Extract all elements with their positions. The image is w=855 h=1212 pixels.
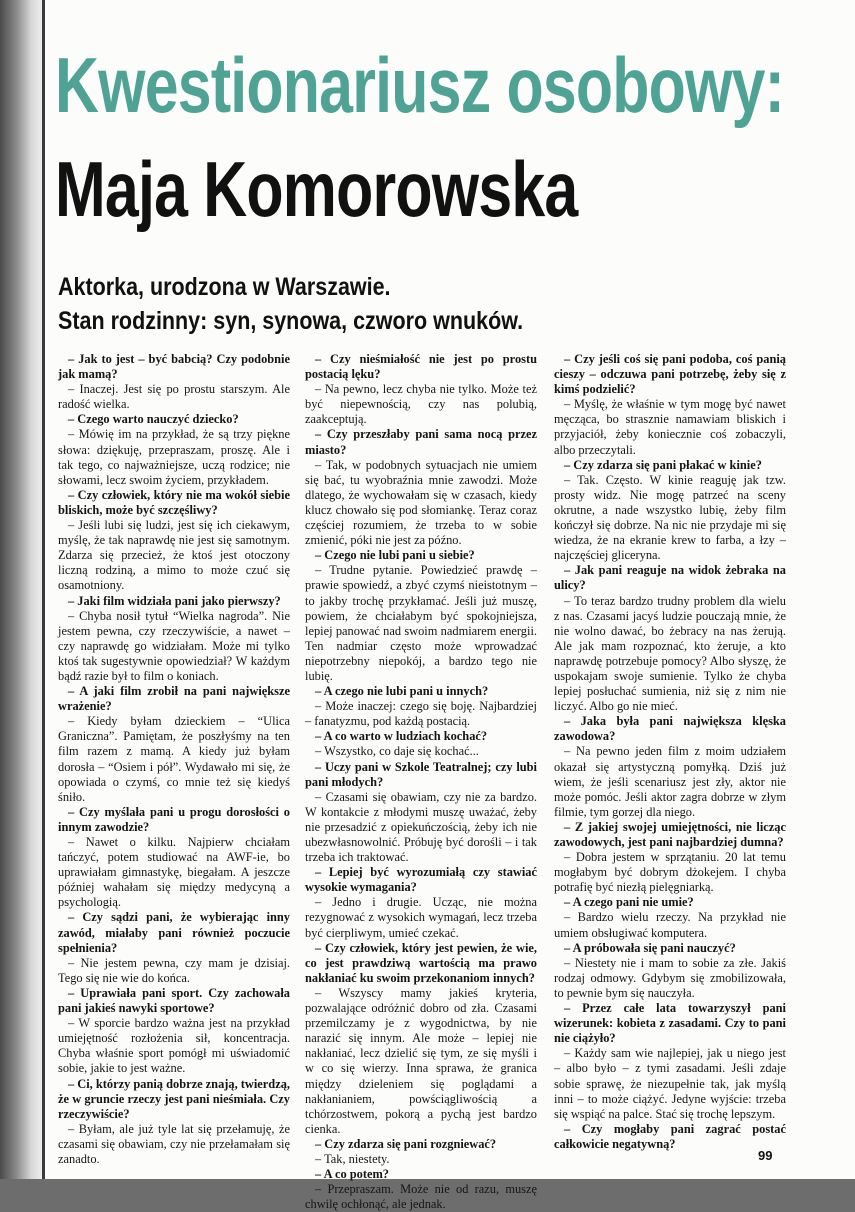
interview-answer: – Na pewno jeden film z moim udziałem okazał się artystyczną pomyłką. Dziś już wiem, że jeśli scenariusz jest zły, aktor nie może pomóc. Jeśli aktor zagra dobrze w złym filmie, tym gorzej dla niego. (554, 744, 786, 819)
interview-answer: – Na pewno, lecz chyba nie tylko. Może też być niepewnością, czy nas polubią, zaakceptują. (305, 382, 537, 427)
interview-answer: – Bardzo wielu rzeczy. Na przykład nie umiem obsługiwać komputera. (554, 910, 786, 940)
interview-question: – Czy jeśli coś się pani podoba, coś panią cieszy – odczuwa pani potrzebę, żeby się z kimś podzielić? (554, 352, 786, 397)
interview-question: – A próbowała się pani nauczyć? (564, 940, 736, 955)
title-line-1: Kwestionariusz osobowy: (55, 41, 785, 129)
text-column-1 (58, 352, 290, 1167)
interview-answer: – Trudne pytanie. Powiedzieć prawdę – prawie spowiedź, a zbyć czymś nieistotnym – to jakby trochę przykłamać. Jeśli już muszę, powiem, że chciałabym być spokojniejsza, lepiej panować nad swoim nadmiarem energii. Ten nadmiar często może wprowadzać niepotrzebny niepokój, a bardzo tego nie lubię. (305, 563, 537, 683)
interview-question: – Czy zdarza się pani płakać w kinie? (564, 457, 762, 472)
interview-question: – Jak pani reaguje na widok żebraka na ulicy? (554, 563, 786, 593)
interview-answer: – Niestety nie i mam to sobie za złe. Jakiś rodzaj odmowy. Gdybym się zmobilizowała, to pewnie bym się nauczyła. (554, 955, 786, 1000)
interview-question: – Jak to jest – być babcią? Czy podobnie jak mamą? (58, 352, 290, 382)
interview-question: – Z jakiej swojej umiejętności, nie licząc zawodowych, jest pani najbardziej dumna? (554, 819, 786, 849)
interview-answer: – Tak, w podobnych sytuacjach nie umiem się bać, tu wyobraźnia mnie zawodzi. Może dlatego, że wychowałam się w czasach, kiedy klucz chowało się pod słomiankę. Teraz coraz częściej rozumiem, że trzeba to w sobie zmienić, póki nie jest za późno. (305, 457, 537, 548)
interview-question: – Jaki film widziała pani jako pierwszy? (68, 593, 281, 608)
page-spine (42, 0, 45, 1179)
title-line-2: Maja Komorowska (55, 145, 578, 233)
subtitle-line-1: Aktorka, urodzona w Warszawie. (58, 273, 391, 301)
interview-answer: – Chyba nosił tytuł “Wielka nagroda”. Nie jestem pewna, czy rzeczywiście, a nawet – czy naprawdę go widziałam. Może mi tylko ktoś tak sugestywnie opowiedział? W każdym bądź razie był to film o koniach. (58, 608, 290, 683)
interview-question: – Czy zdarza się pani rozgniewać? (315, 1136, 497, 1151)
interview-answer: – Tak. Często. W kinie reaguję jak tzw. prosty widz. Nie mogę patrzeć na sceny okrutne, a nade wszystko lubię, żeby film kończył się dobrze. Na nic nie przydaje mi się wiedza, że na ekranie krew to farba, a łzy – najczęściej gliceryna. (554, 472, 786, 563)
interview-answer: – Czasami się obawiam, czy nie za bardzo. W kontakcie z młodymi muszę uważać, żeby nie przesadzić z opiekuńczością, żeby ich nie ubezwłasnowolnić. Próbuję być dorośli – i tak trzeba ich traktować. (305, 789, 537, 865)
interview-answer: – Jedno i drugie. Ucząc, nie można rezygnować z wysokich wymagań, lecz trzeba być cierpliwym, umieć czekać. (305, 895, 537, 940)
interview-question: – A czego pani nie umie? (564, 895, 694, 910)
interview-answer: – Nie jestem pewna, czy mam je dzisiaj. Tego się nie wie do końca. (58, 955, 290, 985)
interview-question: – Ci, którzy panią dobrze znają, twierdzą, że w gruncie rzeczy jest pani nieśmiała. Czy rzeczywiście? (58, 1076, 290, 1121)
interview-answer: – Tak, niestety. (315, 1151, 390, 1166)
interview-question: – A co warto w ludziach kochać? (315, 729, 488, 744)
interview-question: – Przez całe lata towarzyszył pani wizerunek: kobieta z zasadami. Czy to pani nie ciążyło? (554, 1001, 786, 1046)
interview-answer: – W sporcie bardzo ważna jest na przykład umiejętność rozłożenia sił, koncentracja. Chyba właśnie sport pomógł mi uświadomić sobie, jakie to jest ważne. (58, 1016, 290, 1076)
text-column-3 (554, 352, 786, 1152)
interview-question: – Lepiej być wyrozumiałą czy stawiać wysokie wymagania? (305, 865, 537, 895)
subtitle (58, 270, 712, 338)
interview-question: – A jaki film zrobił na pani największe wrażenie? (58, 684, 290, 714)
interview-answer: – Każdy sam wie najlepiej, jak u niego jest – albo było – z tymi zasadami. Jeśli zdaje sobie sprawę, że niezupełnie tak, jak myślą inni – to może ciążyć. Jedyne wyjście: trzeba się wspiąć na palce. Stać się trochę lepszym. (554, 1046, 786, 1121)
interview-answer: – Może inaczej: czego się boję. Najbardziej – fanatyzmu, pod każdą postacią. (305, 699, 537, 729)
interview-answer: – Nawet o kilku. Najpierw chciałam tańczyć, potem studiować na AWF-ie, bo uprawiałam gimnastykę, biegałam. A jeszcze później wahałam się między medycyną a psychologią. (58, 835, 290, 910)
text-column-2 (305, 352, 537, 1212)
interview-question: – Czy myślała pani u progu dorosłości o innym zawodzie? (58, 804, 290, 834)
interview-question: – A czego nie lubi pani u innych? (315, 684, 489, 699)
interview-answer: – Wszyscy mamy jakieś kryteria, pozwalające odróżnić dobro od zła. Czasami przemilczamy je z wygodnictwa, by nie narazić się innym. Ale może – lepiej nie nakłaniać, lecz dzielić się tym, ze się myśli i w co się wierzy. Inna sprawa, że granica między dzieleniem się poglądami a nakłanianiem, powściągliwością a tchórzostwem, pokorą a pychą jest bardzo cienka. (305, 985, 537, 1136)
interview-question: – A co potem? (315, 1167, 389, 1182)
page-edge-shadow (0, 0, 42, 1179)
interview-question: – Uprawiała pani sport. Czy zachowała pani jakieś nawyki sportowe? (58, 985, 290, 1016)
interview-answer: – Myślę, że właśnie w tym mogę być nawet męcząca, bo strasznie namawiam bliskich i przyjaciół, żeby koniecznie coś zobaczyli, albo przeczytali. (554, 397, 786, 457)
interview-answer: – Inaczej. Jest się po prostu starszym. Ale radość wielka. (58, 382, 290, 412)
interview-question: – Jaka była pani największa klęska zawodowa? (554, 714, 786, 744)
interview-answer: – Kiedy byłam dzieckiem – “Ulica Graniczna”. Pamiętam, że poszłyśmy na ten film razem z mamą. A kiedy już byłam dorosła – “Osiem i pół”. Wydawało mi się, że opowiada o czymś, co mnie też się kiedyś śniło. (58, 714, 290, 804)
interview-question: – Czy przeszłaby pani sama nocą przez miasto? (305, 427, 537, 457)
interview-answer: – Mówię im na przykład, że są trzy piękne słowa: dziękuję, przepraszam, proszę. Ale i tak tego, co najważniejsze, uczą rodzice; nie słowami, lecz swoim życiem, przykładem. (58, 427, 290, 487)
interview-question: – Czy człowiek, który jest pewien, że wie, co jest prawdziwą wartością ma prawo nakłaniać ku swoim przekonaniom innych? (305, 940, 537, 985)
interview-answer: – Przepraszam. Może nie od razu, muszę chwilę ochłonąć, ale jednak. (305, 1182, 537, 1212)
page-number: 99 (758, 1148, 773, 1163)
interview-answer: – Byłam, ale już tyle lat się przełamuję, że czasami się obawiam, czy nie przełamałam się zanadto. (58, 1121, 290, 1166)
interview-question: – Czy mogłaby pani zagrać postać całkowicie negatywną? (554, 1121, 786, 1151)
interview-question: – Czego warto nauczyć dziecko? (68, 412, 239, 427)
interview-answer: – Jeśli lubi się ludzi, jest się ich ciekawym, myślę, że tak naprawdę nie jest się samotnym. Zdarza się przecież, że ktoś jest otoczony liczną rodziną, a mimo to może czuć się osamotniony. (58, 518, 290, 593)
interview-question: – Czy nieśmiałość nie jest po prostu postacią lęku? (305, 352, 537, 382)
interview-question: – Czego nie lubi pani u siebie? (315, 548, 475, 563)
subtitle-line-2: Stan rodzinny: syn, synowa, czworo wnuków. (58, 307, 524, 335)
interview-answer: – Wszystko, co daje się kochać... (315, 744, 479, 759)
interview-question: – Czy człowiek, który nie ma wokół siebie bliskich, może być szczęśliwy? (58, 487, 290, 517)
interview-answer: – Dobra jestem w sprzątaniu. 20 lat temu mogłabym być dobrym dżokejem. I chyba potrafię być niezłą pielęgniarką. (554, 850, 786, 895)
interview-answer: – To teraz bardzo trudny problem dla wielu z nas. Czasami jacyś ludzie pouczają mnie, że nie wolno dawać, bo żebracy na nas żerują. Ale jak mam rozpoznać, kto żeruje, a kto naprawdę potrzebuje pomocy? Albo słyszę, że uspokajam swoje sumienie. Tylko że chyba lepiej posłuchać sumienia, niż się z nim nie liczyć. Albo go nie mieć. (554, 593, 786, 714)
interview-question: – Uczy pani w Szkole Teatralnej; czy lubi pani młodych? (305, 759, 537, 789)
interview-question: – Czy sądzi pani, że wybierając inny zawód, miałaby pani również poczucie spełnienia? (58, 910, 290, 955)
